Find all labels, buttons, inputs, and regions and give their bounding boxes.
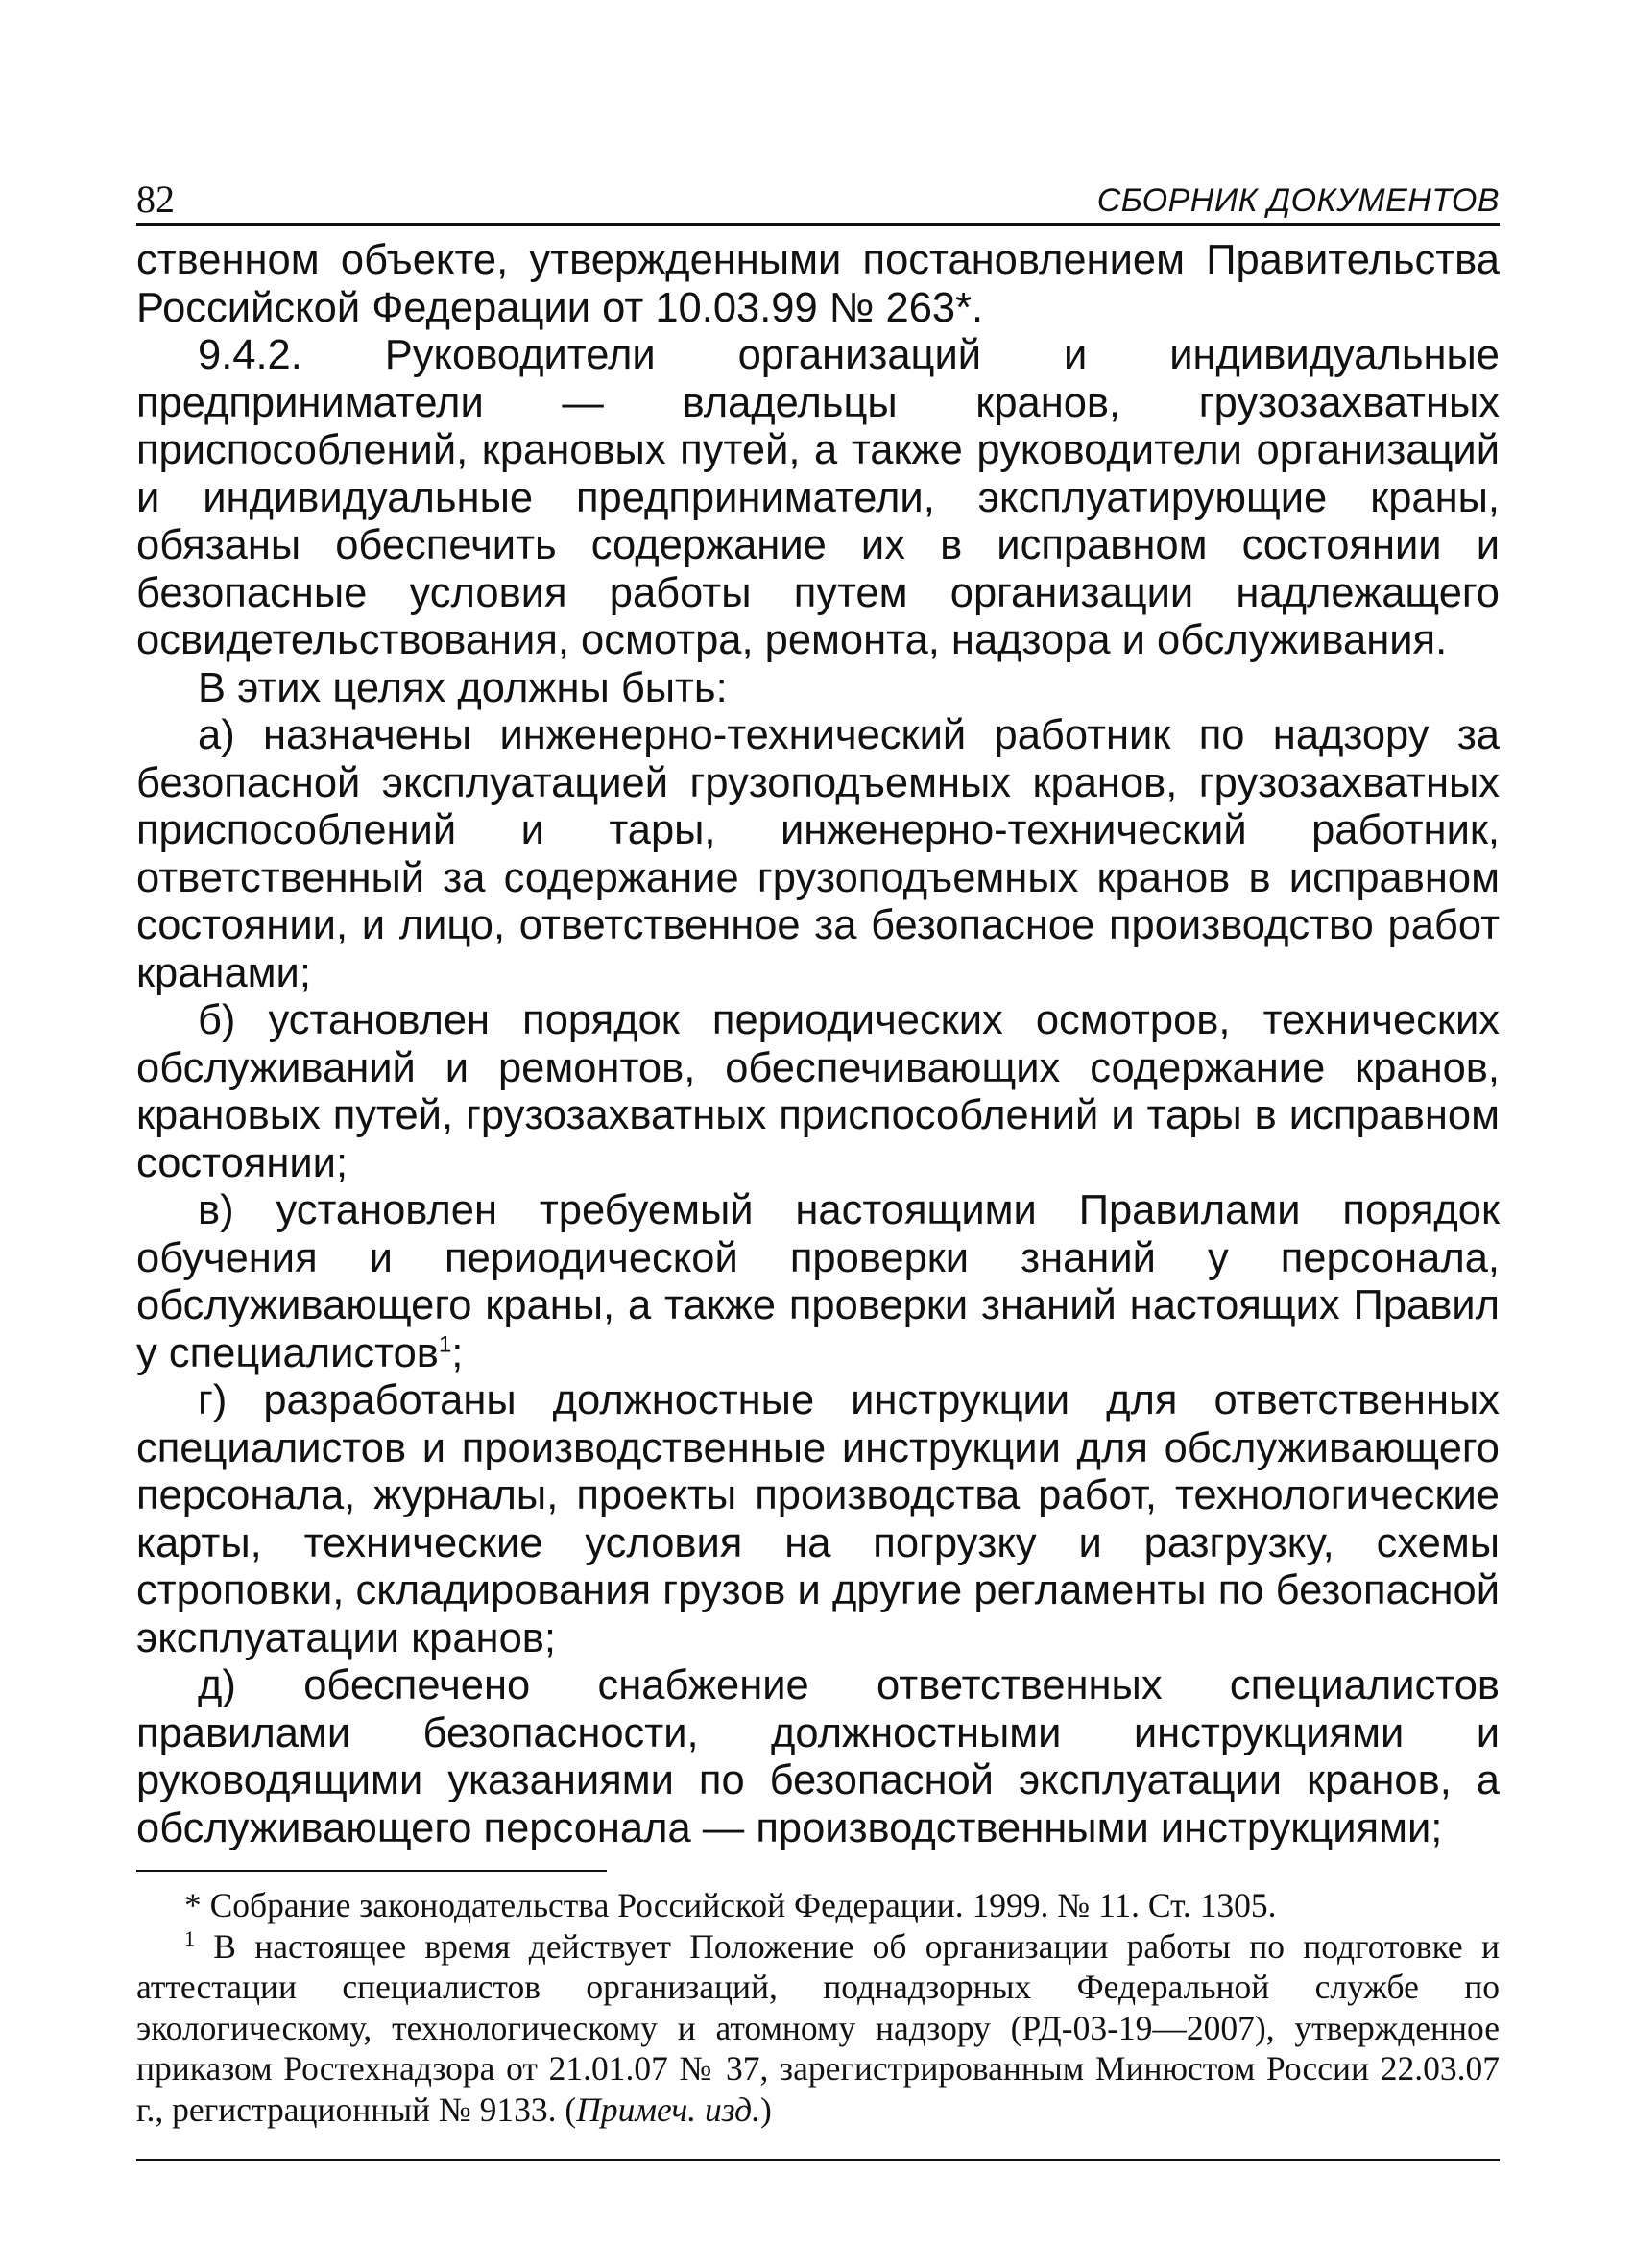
footnote-1 bbox=[136, 1926, 1500, 2131]
list-item-g: г) разработаны должностные инструкции для ответственных специалистов и производственные инструкции для обслуживающего персонала, журналы, проекты производства работ, технологические карты, технические условия на погрузку и разгрузку, схемы строповки, складирования грузов и другие регламенты по безопасной эксплуатации кранов; bbox=[136, 1377, 1500, 1661]
footnote-divider bbox=[136, 1870, 607, 1872]
list-item-d: д) обеспечено снабжение ответственных специалистов правилами безопасности, должностными инструкциями и руководящими указаниями по безопасной эксплуатации кранов, а обслуживающего персонала — производственными инструкциями; bbox=[136, 1662, 1500, 1851]
footnote-1-text: В настоящее время действует Положение об организации работы по подготовке и аттестации специалистов организаций, поднадзорных Федеральной службе по экологическому, технологическому и атомному надзору (РД-03-19—2007), утвержденное приказом Ростехнадзора от 21.01.07 № 37, зарегистрированным Минюстом России 22.03.07 г., регистрационный № 9133. ( bbox=[136, 1926, 1500, 2129]
footnote-1-marker: 1 bbox=[184, 1925, 195, 1950]
page-header bbox=[136, 173, 1500, 226]
footnote-1-note: Примеч. изд. bbox=[576, 2089, 760, 2129]
body-text bbox=[136, 237, 1500, 1852]
list-item-v-text: в) установлен требуемый настоящими Правилами порядок обучения и периодической проверки знаний у персонала, обслуживающего краны, а также проверки знаний настоящих Правил у специалистов bbox=[136, 1187, 1500, 1376]
document-page bbox=[136, 173, 1500, 2161]
bottom-rule bbox=[136, 2159, 1500, 2161]
list-item-v-end: ; bbox=[451, 1329, 464, 1376]
paragraph-lead-in: В этих целях должны быть: bbox=[198, 664, 728, 711]
paragraph-continuation: ственном объекте, утвержденными постановлением Правительства Российской Федерации от 10.03.99 № 263*. bbox=[136, 237, 1500, 331]
list-item-b: б) установлен порядок периодических осмотров, технических обслуживаний и ремонтов, обеспечивающих содержание кранов, крановых путей, грузозахватных приспособлений и тары в исправном состоянии; bbox=[136, 997, 1500, 1186]
footnote-asterisk: * Собрание законодательства Российской Федерации. 1999. № 11. Ст. 1305. bbox=[184, 1886, 1277, 1924]
footnotes bbox=[136, 1885, 1500, 2130]
list-item-v bbox=[136, 1187, 1500, 1377]
paragraph-9-4-2: 9.4.2. Руководители организаций и индивидуальные предприниматели — владельцы кранов, грузозахватных приспособлений, крановых путей, а также руководители организаций и индивидуальные предприниматели, эксплуатирующие краны, обязаны обеспечить содержание их в исправном состоянии и безопасные условия работы путем организации надлежащего освидетельствования, осмотра, ремонта, надзора и обслуживания. bbox=[136, 332, 1500, 663]
list-item-a: а) назначены инженерно-технический работник по надзору за безопасной эксплуатацией грузоподъемных кранов, грузозахватных приспособлений и тары, инженерно-технический работник, ответственный за содержание грузоподъемных кранов в исправном состоянии, и лицо, ответственное за безопасное производство работ кранами; bbox=[136, 712, 1500, 996]
page-number: 82 bbox=[136, 178, 175, 221]
footnote-ref-1: 1 bbox=[438, 1331, 452, 1357]
running-title: СБОРНИК ДОКУМЕНТОВ bbox=[1096, 182, 1500, 219]
footnote-1-end: ) bbox=[759, 2089, 772, 2129]
